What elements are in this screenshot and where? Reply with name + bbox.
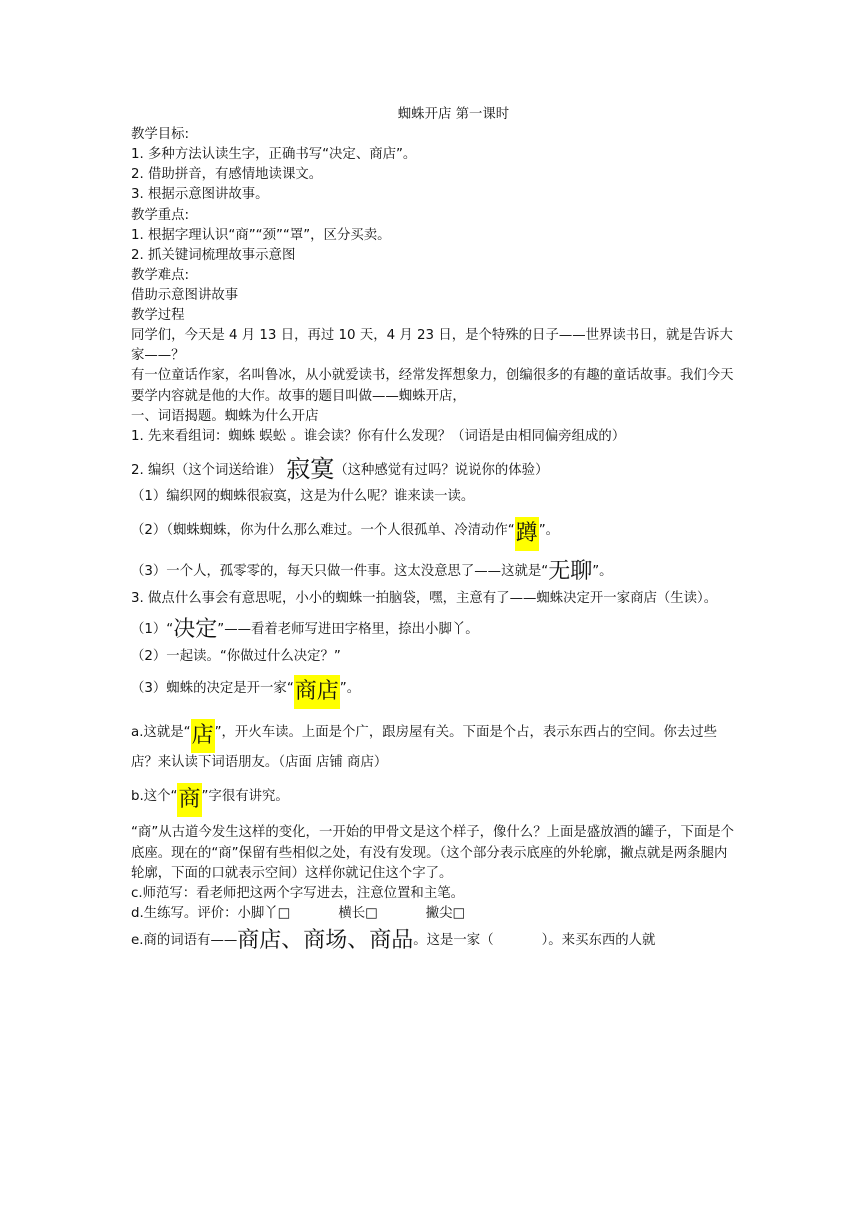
step-2: 2. 编织（这个词送给谁） 寂寞（这种感觉有过吗？说说你的体验） [131, 454, 549, 483]
item-e: e.商的词语有——商店、商场、商品。这是一家（ ）。来买东西的人就 [131, 927, 656, 953]
intro-paragraph-2: 有一位童话作家，名叫鲁冰，从小就爱读书，经常发挥想象力，创编很多的有趣的童话故事。我们今天要学内容就是他的大作。故事的题目叫做——蜘蛛开店， [131, 368, 734, 404]
key-points-heading: 教学重点: [131, 207, 190, 223]
step-3-sub-1: （1）“决定”——看着老师写进田字格里，捺出小脚丫。 [131, 617, 479, 643]
keyword-dian: 店 [191, 719, 215, 753]
step-3: 3. 做点什么事会有意思呢，小小的蜘蛛一拍脑袋，嘿，主意有了——蜘蛛决定开一家商店（生读）。 [131, 591, 718, 607]
keyword-jueding: 决定 [173, 617, 218, 643]
keyword-shangdian: 商店 [294, 675, 340, 709]
keyword-jimo: 寂寞 [286, 454, 335, 483]
key-point-1: 1. 根据字理认识“商”“颈”“罩”，区分买卖。 [131, 227, 391, 243]
keyword-shang: 商 [177, 783, 201, 817]
process-heading: 教学过程 [131, 308, 185, 324]
keyword-shang-words: 商店、商场、商品 [237, 927, 414, 953]
keyword-dun: 蹲 [515, 517, 539, 551]
item-d: d.生练写。评价：小脚丫□ 横长□ 撇尖□ [131, 905, 466, 921]
objectives-heading: 教学目标: [131, 127, 190, 143]
objective-3: 3. 根据示意图讲故事。 [131, 187, 269, 203]
step-2-sub-3: （3）一个人，孤零零的，每天只做一件事。这太没意思了——这就是“无聊”。 [131, 559, 613, 585]
objective-1: 1. 多种方法认读生字，正确书写“决定、商店”。 [131, 147, 417, 163]
step-3-sub-2: （2）一起读。“你做过什么决定？” [131, 649, 341, 665]
step-2-sub-2: （2）（蜘蛛蜘蛛，你为什么那么难过。一个人很孤单、冷清动作“蹲”。 [131, 517, 736, 551]
difficulty-text: 借助示意图讲故事 [131, 287, 239, 303]
item-c: c.师范写：看老师把这两个字写进去，注意位置和主笔。 [131, 885, 464, 901]
keyword-wuliao: 无聊 [548, 559, 593, 585]
item-b: b.这个“商”字很有讲究。 [131, 783, 736, 817]
step-3-sub-3: （3）蜘蛛的决定是开一家“商店”。 [131, 675, 736, 709]
item-a: a.这就是“店”，开火车读。上面是个广，跟房屋有关。下面是个占，表示东西占的空间。你去过些店？来认读下词语朋友。（店面 店铺 商店） [131, 719, 736, 773]
step-2-sub-1: （1）编织网的蜘蛛很寂寞，这是为什么呢？谁来读一读。 [131, 488, 475, 504]
document-page [131, 105, 736, 952]
difficulty-heading: 教学难点: [131, 267, 190, 283]
objective-2: 2. 借助拼音，有感情地读课文。 [131, 167, 323, 183]
section-1-heading: 一、词语揭题。蜘蛛为什么开店 [131, 408, 319, 424]
key-point-2: 2. 抓关键词梳理故事示意图 [131, 247, 296, 263]
item-b-text: “商”从古道今发生这样的变化，一开始的甲骨文是这个样子，像什么？上面是盛放酒的罐子，下面是个底座。现在的“商”保留有些相似之处，有没有发现。（这个部分表示底座的外轮廓，撇点就是两条腿内轮廓，下面的口就表示空间）这样你就记住这个字了。 [131, 825, 735, 881]
intro-paragraph-1: 同学们，今天是 4 月 13 日，再过 10 天，4 月 23 日，是个特殊的日子——世界读书日，就是告诉大家——？ [131, 328, 733, 364]
page-title: 蜘蛛开店 第一课时 [397, 107, 510, 122]
step-1: 1. 先来看组词：蜘蛛 蜈蚣 。谁会读？你有什么发现？（词语是由相同偏旁组成的） [131, 428, 626, 444]
